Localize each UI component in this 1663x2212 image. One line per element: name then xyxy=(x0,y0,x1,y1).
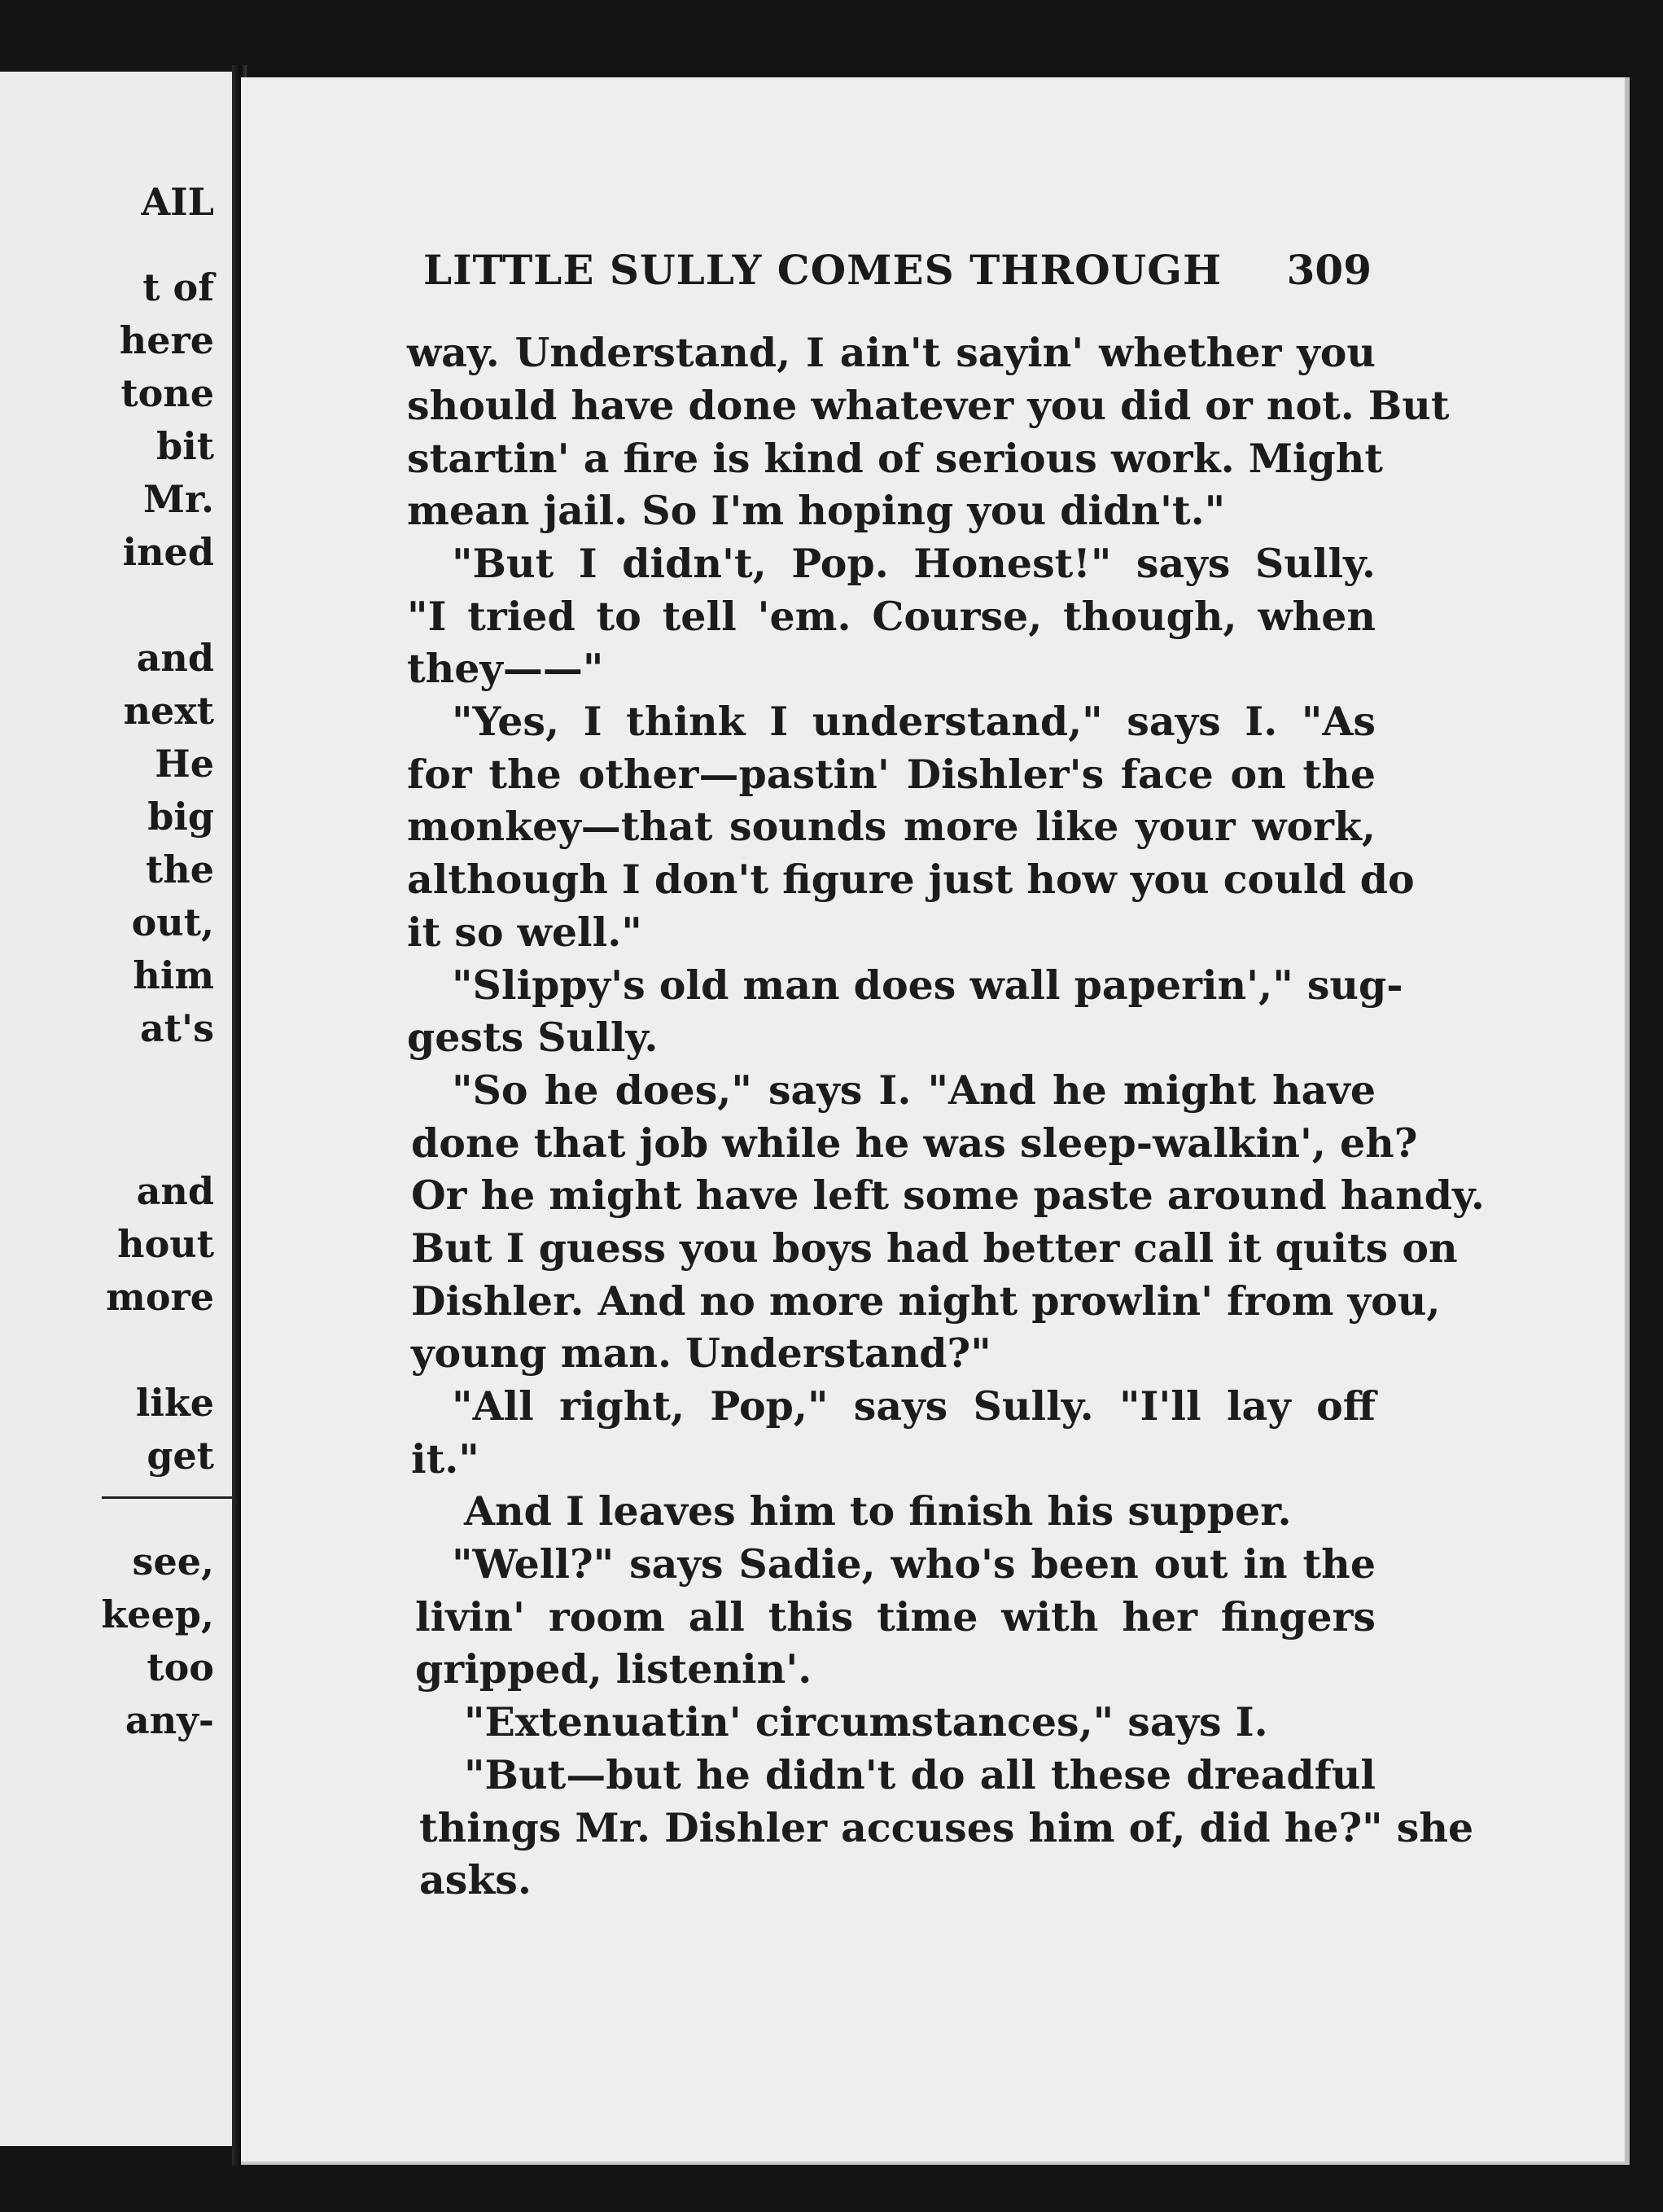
text-line: asks. xyxy=(419,1856,532,1903)
left-page-rule xyxy=(102,1496,232,1499)
text-line: "I tried to tell 'em. Course, though, when xyxy=(407,593,1376,640)
left-page-fragment: and xyxy=(136,636,214,680)
text-line: "But I didn't, Pop. Honest!" says Sully. xyxy=(452,540,1376,587)
text-line: "Yes, I think I understand," says I. "As xyxy=(452,698,1376,745)
text-line: monkey—that sounds more like your work, xyxy=(407,803,1376,850)
left-page-fragment: out, xyxy=(131,900,214,944)
left-page-fragment: Mr. xyxy=(143,477,214,521)
left-page-fragment: like xyxy=(135,1381,214,1425)
text-line: they——" xyxy=(407,645,604,692)
text-line: it." xyxy=(411,1435,479,1483)
text-line: startin' a fire is kind of serious work. Might xyxy=(407,435,1384,482)
left-page-fragment: see, xyxy=(132,1540,214,1583)
text-line: done that job while he was sleep-walkin', eh? xyxy=(411,1119,1418,1167)
left-page-fragment: any- xyxy=(125,1698,214,1742)
left-page-fragment: here xyxy=(119,318,214,362)
left-page-fragment: and xyxy=(136,1169,214,1213)
text-line: gests Sully. xyxy=(407,1014,659,1061)
text-line: "Well?" says Sadie, who's been out in the xyxy=(452,1540,1376,1588)
text-line: gripped, listenin'. xyxy=(415,1645,812,1693)
left-page-fragment: get xyxy=(147,1434,214,1478)
text-line: "Slippy's old man does wall paperin'," sug- xyxy=(452,961,1403,1009)
running-header xyxy=(423,246,1372,295)
left-page-fragment: tone xyxy=(120,371,214,415)
text-line: And I leaves him to finish his supper. xyxy=(464,1487,1292,1535)
page-number: 309 xyxy=(1286,246,1372,294)
text-line: But I guess you boys had better call it quits on xyxy=(411,1224,1458,1272)
text-line: "Extenuatin' circumstances," says I. xyxy=(464,1698,1268,1746)
text-line: "So he does," says I. "And he might have xyxy=(452,1067,1376,1114)
text-line: it so well." xyxy=(407,909,642,956)
left-page-fragment: at's xyxy=(139,1006,214,1050)
text-line: although I don't figure just how you could do xyxy=(407,856,1415,903)
text-line: livin' room all this time with her fingers xyxy=(415,1593,1376,1640)
left-page-fragment: keep, xyxy=(101,1592,214,1636)
text-line: Or he might have left some paste around handy. xyxy=(411,1172,1485,1219)
left-page-fragment: AIL xyxy=(141,180,214,224)
left-page-fragment: ined xyxy=(122,530,214,574)
running-title: LITTLE SULLY COMES THROUGH xyxy=(423,246,1223,294)
left-page-fragment: hout xyxy=(117,1222,214,1266)
text-line: way. Understand, I ain't sayin' whether you xyxy=(407,329,1376,376)
left-page xyxy=(0,72,232,2146)
text-line: should have done whatever you did or not. But xyxy=(407,382,1450,429)
left-page-fragment: next xyxy=(123,689,214,733)
text-line: things Mr. Dishler accuses him of, did he?" she xyxy=(419,1804,1474,1851)
text-line: Dishler. And no more night prowlin' from you, xyxy=(411,1277,1441,1325)
text-line: "But—but he didn't do all these dreadful xyxy=(464,1751,1376,1798)
text-line: mean jail. So I'm hoping you didn't." xyxy=(407,487,1226,534)
text-line: "All right, Pop," says Sully. "I'll lay off xyxy=(452,1382,1376,1430)
left-page-fragment: t of xyxy=(142,265,214,309)
left-page-fragment: too xyxy=(147,1645,214,1689)
left-page-fragment: more xyxy=(106,1275,214,1319)
left-page-fragment: He xyxy=(155,742,214,786)
left-page-fragment: the xyxy=(146,848,214,891)
left-page-fragment: bit xyxy=(156,424,214,468)
text-line: for the other—pastin' Dishler's face on the xyxy=(407,751,1376,798)
left-page-fragment: big xyxy=(147,795,214,839)
left-page-fragment: him xyxy=(133,953,214,997)
text-line: young man. Understand?" xyxy=(411,1329,991,1377)
